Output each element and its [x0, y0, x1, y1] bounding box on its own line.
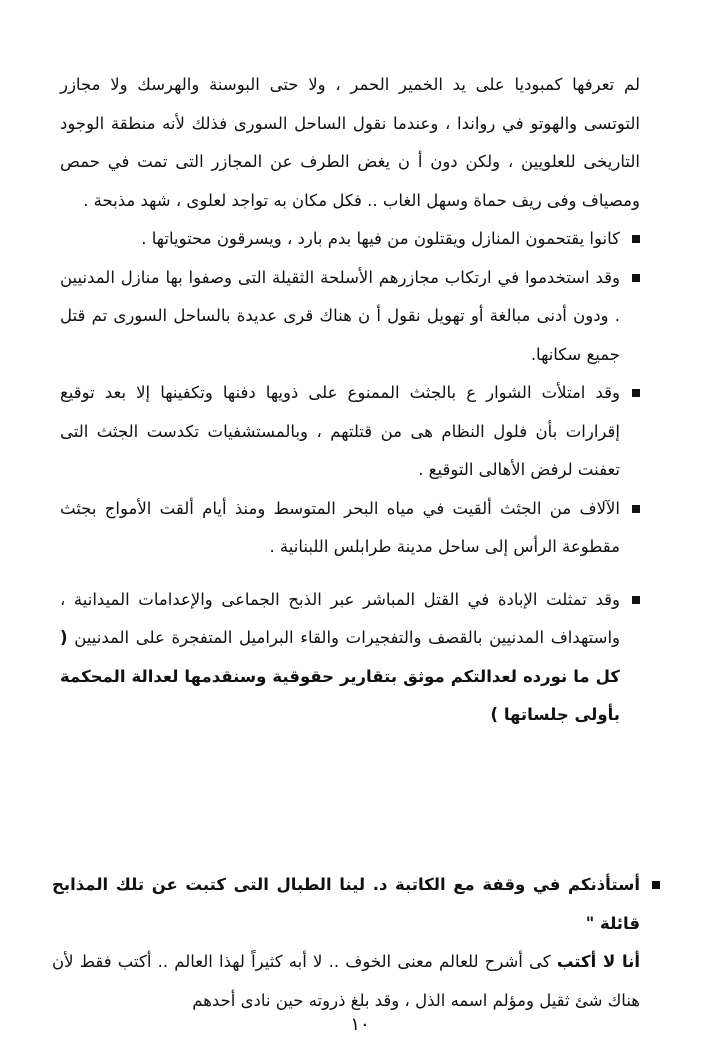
bullet-item	[60, 259, 640, 375]
author-quote-bullet	[52, 866, 660, 1020]
square-bullet-icon	[632, 274, 640, 282]
square-bullet-icon	[632, 235, 640, 243]
bullet-item	[60, 581, 640, 735]
bullet-item	[60, 490, 640, 567]
author-quote-heading: أستأذنكم في وقفة مع الكاتبة د. لينا الطبال التى كتبت عن تلك المذابح قائلة "	[52, 875, 640, 933]
quote-bold-start: أنا لا أكتب	[556, 952, 640, 971]
document-body	[60, 66, 640, 735]
square-bullet-icon	[652, 881, 660, 889]
intro-paragraph: لم تعرفها كمبوديا على يد الخمير الحمر ، ولا حتى البوسنة والهرسك ولا مجازر التوتسى والهوتو في رواندا ، وعندما نقول الساحل السورى فذلك لأنه منطقة الوجود التاريخى للعلويين ، ولكن دون أ ن يغض الطرف عن المجازر التى تمت في حمص ومصياف وفى ريف حماة وسهل الغاب .. فكل مكان به تواجد لعلوى ، شهد مذبحة .	[60, 75, 640, 210]
bullet-text: الآلاف من الجثث ألقيت في مياه البحر المتوسط ومنذ أيام ألقت الأمواج بجثث مقطوعة الرأس إلى ساحل مدينة طرابلس اللبنانية .	[60, 498, 620, 556]
quote-text: كى أشرح للعالم معنى الخوف .. لا أبه كثيراً لهذا العالم .. أكتب فقط لأن هناك شئ ثقيل ومؤلم اسمه الذل ، وقد بلغ ذروته حين نادى أحدهم	[52, 952, 640, 1010]
bullet-text: كانوا يقتحمون المنازل ويقتلون من فيها بدم بارد ، ويسرقون محتوياتها .	[141, 229, 620, 248]
square-bullet-icon	[632, 505, 640, 513]
bullet-item	[60, 374, 640, 490]
bullet-item	[60, 220, 640, 259]
page-number: ١٠	[350, 1014, 370, 1035]
square-bullet-icon	[632, 389, 640, 397]
bullet-list	[60, 220, 640, 735]
bullet-text: وقد امتلأت الشوار ع بالجثث الممنوع على ذويها دفنها وتكفينها إلا بعد توقيع إقرارات بأن فلول النظام هى من قتلتهم ، وبالمستشفيات تكدست الجثث التى تعفنت لرفض الأهالى التوقيع .	[60, 383, 620, 479]
bullet-bold-text: ( كل ما نورده لعدالتكم موثق بتقارير حقوقية وسنقدمها لعدالة المحكمة بأولى جلساتها )	[60, 628, 620, 724]
bullet-text: وقد استخدموا في ارتكاب مجازرهم الأسلحة الثقيلة التى وصفوا بها منازل المدنيين . ودون أدنى مبالغة أو تهويل نقول أ ن هناك قرى عديدة بالساحل السورى تم قتل جميع سكانها.	[60, 267, 620, 364]
bullet-text: وقد تمثلت الإبادة في القتل المباشر عبر الذبح الجماعى والإعدامات الميدانية ، واستهداف المدنيين بالقصف والتفجيرات والقاء البراميل المتفجرة على المدنيين	[60, 589, 621, 647]
square-bullet-icon	[632, 596, 640, 604]
